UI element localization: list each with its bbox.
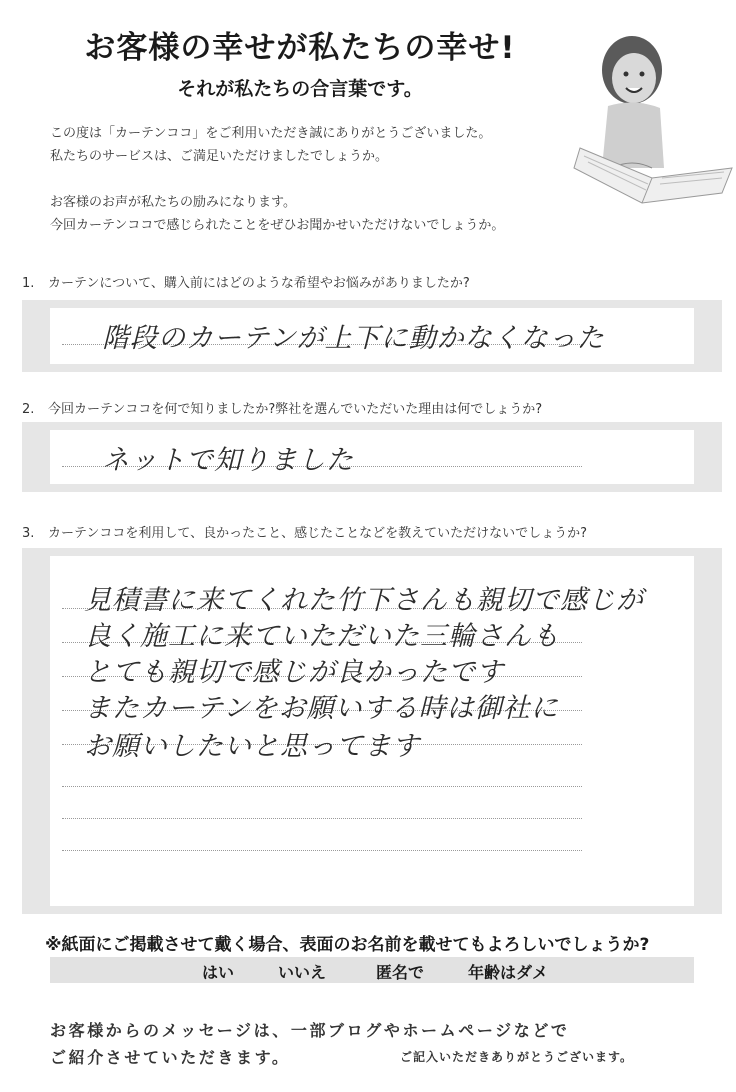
answer-2-line: ネットで知りました (102, 445, 354, 476)
permission-note: ※紙面にご掲載させて戴く場合、表面のお名前を載せてもよろしいでしょうか? (45, 935, 650, 955)
intro-line: 私たちのサービスは、ご満足いただけましたでしょうか。 (50, 149, 389, 164)
answer-1-line: 階段のカーテンが上下に動かなくなった (102, 323, 605, 354)
page-subtitle: それが私たちの合言葉です。 (177, 78, 423, 100)
footer-message: お客様からのメッセージは、一部ブログやホームページなどで (50, 1021, 570, 1040)
footer-message: ご紹介させていただきます。 (50, 1048, 291, 1067)
intro-line: 今回カーテンココで感じられたことをぜひお聞かせいただけないでしょうか。 (50, 218, 505, 233)
permission-options-bar (50, 957, 694, 983)
question-2: 2. 今回カーテンココを何で知りましたか?弊社を選んでいただいた理由は何でしょうか? (22, 402, 543, 417)
child-reading-photo (572, 28, 734, 208)
intro-line: お客様のお声が私たちの励みになります。 (50, 195, 296, 210)
intro-line: この度は「カーテンココ」をご利用いただき誠にありがとうございました。 (50, 126, 492, 141)
answer-3-line: お願いしたいと思ってます (84, 731, 420, 762)
page-title: お客様の幸せが私たちの幸せ! (84, 30, 516, 66)
option-anonymous[interactable]: 匿名で (376, 963, 425, 982)
option-yes[interactable]: はい (202, 963, 235, 982)
option-no[interactable]: いいえ (278, 963, 327, 982)
answer-box-1 (22, 300, 722, 372)
answer-box-2 (22, 422, 722, 492)
answer-3-line: とても親切で感じが良かったです (84, 657, 504, 688)
question-3: 3. カーテンココを利用して、良かったこと、感じたことなどを教えていただけないでしょうか? (22, 526, 587, 541)
intro-text (50, 122, 504, 237)
question-1: 1. カーテンについて、購入前にはどのような希望やお悩みがありましたか? (22, 276, 470, 291)
answer-3-line: 見積書に来てくれた竹下さんも親切で感じが (84, 585, 644, 616)
footer-thanks: ご記入いただきありがとうございます。 (400, 1050, 634, 1064)
option-no-age[interactable]: 年齢はダメ (468, 963, 549, 982)
answer-3-line: またカーテンをお願いする時は御社に (84, 693, 559, 724)
answer-box-3 (22, 548, 722, 914)
answer-3-line: 良く施工に来ていただいた三輪さんも (84, 621, 560, 652)
